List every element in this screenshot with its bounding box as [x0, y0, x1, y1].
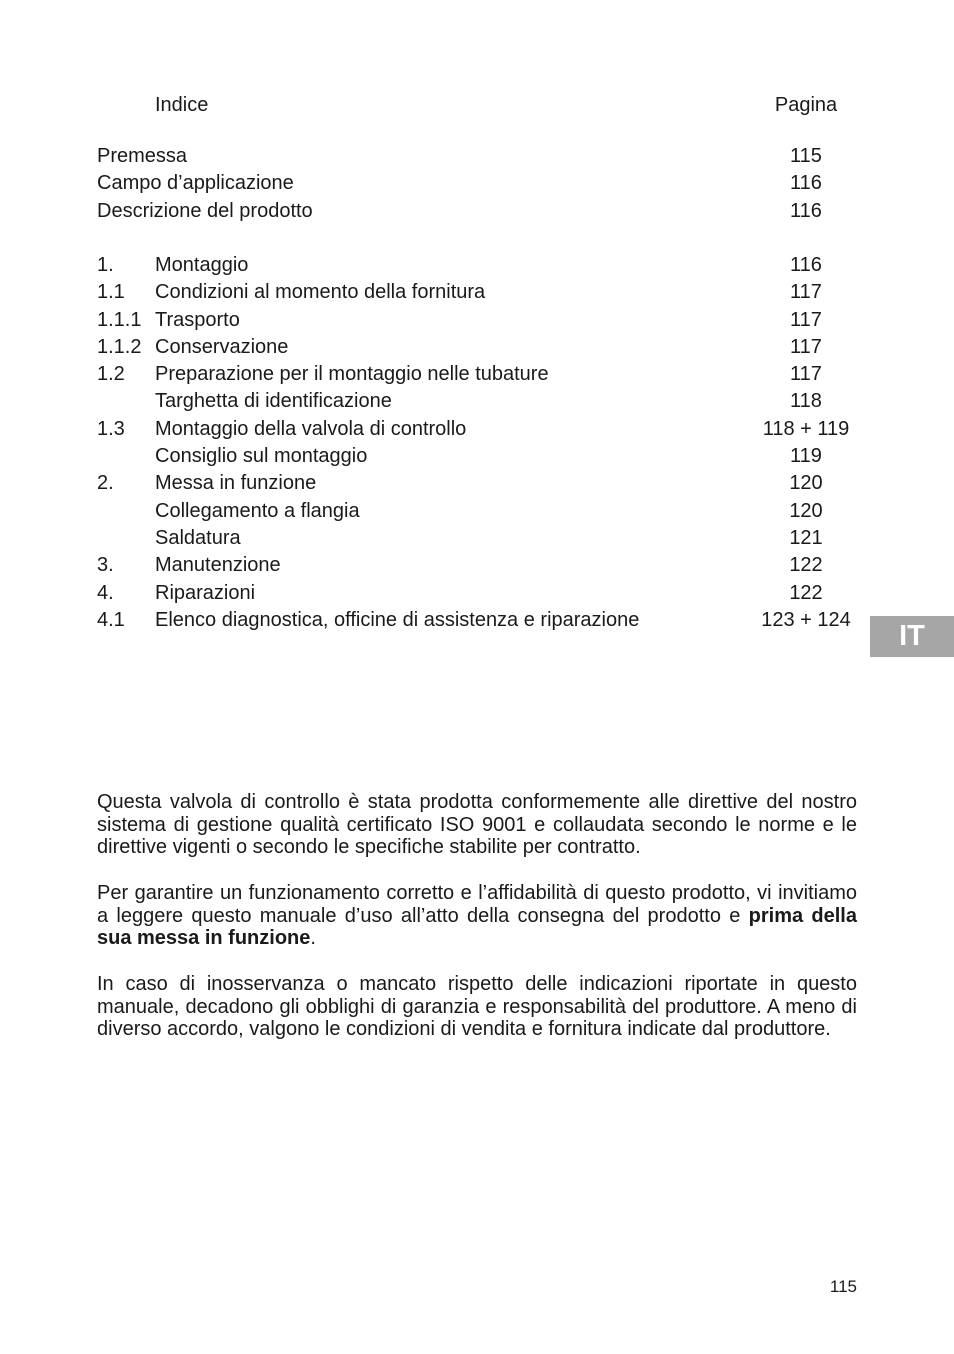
- toc-entry-page: 119: [790, 445, 822, 468]
- toc-entry-page: 118 + 119: [762, 417, 850, 440]
- toc-entry: [0, 252, 954, 279]
- toc-entry-title: Elenco diagnostica, officine di assistenza e riparazione: [155, 608, 640, 631]
- toc-entry-number: 1.: [97, 254, 114, 276]
- intro-paragraph-quality: Questa valvola di controllo è stata prodotta conformemente alle direttive del nostro sistema di gestione qualità certificato ISO 9001 e collaudata secondo le norme e le direttive vigenti o secondo le specifiche stabilite per contratto.: [97, 791, 857, 859]
- toc-entry-number: 1.2: [97, 363, 125, 386]
- toc-entry: [0, 279, 954, 306]
- toc-entry-title: Condizioni al momento della fornitura: [155, 281, 486, 304]
- toc-entry-title: Descrizione del prodotto: [97, 199, 313, 222]
- toc-entry-title: Riparazioni: [155, 581, 256, 604]
- toc-entry-page: 117: [790, 308, 822, 331]
- toc-entry-title: Premessa: [97, 145, 188, 167]
- toc-entry: [0, 334, 954, 361]
- toc-entry-title: Preparazione per il montaggio nelle tubature: [155, 363, 549, 386]
- toc-entry-page: 118: [790, 390, 822, 413]
- paragraph-emphasis: prima della sua messa in funzione: [97, 904, 857, 950]
- toc-entry-page: 120: [789, 472, 823, 495]
- toc-entry-page: 120: [789, 499, 823, 522]
- toc-entry-premessa: [0, 143, 954, 170]
- toc-entry-page: 117: [790, 281, 822, 304]
- toc-entry: [0, 607, 954, 634]
- paragraph-text: Per garantire un funzionamento corretto e l’affidabilità di questo prodotto, vi invitiamo a leggere questo manuale d’uso all’atto della consegna del prodotto e: [97, 882, 857, 927]
- toc-main-list: [0, 252, 954, 634]
- toc-entry-page: 122: [789, 554, 823, 577]
- toc-entry-page: 117: [790, 335, 822, 358]
- toc-entry-title: Trasporto: [155, 308, 240, 331]
- toc-entry-title: Targhetta di identificazione: [155, 390, 392, 413]
- toc-entry-page: 117: [790, 363, 822, 386]
- toc-entry-title: Saldatura: [155, 526, 241, 549]
- page-number: 115: [829, 1277, 857, 1296]
- intro-paragraph-read-manual: [97, 882, 857, 950]
- toc-entry: [0, 388, 954, 415]
- language-tab: IT: [870, 616, 954, 657]
- toc-entry-title: Messa in funzione: [155, 472, 317, 495]
- toc-entry-title: Manutenzione: [155, 554, 281, 577]
- toc-entry-page: 122: [789, 581, 823, 604]
- toc-page-heading: Pagina: [774, 94, 838, 116]
- toc-entry-page: 123 + 124: [761, 608, 851, 631]
- toc-entry-campo: [0, 170, 954, 197]
- toc-entry-page: 121: [789, 526, 823, 549]
- toc-entry: [0, 361, 954, 388]
- toc-entry-page: 116: [790, 172, 822, 195]
- toc-entry-page: 115: [790, 145, 822, 167]
- intro-paragraph-warranty: In caso di inosservanza o mancato rispetto delle indicazioni riportate in questo manuale, decadono gli obblighi di garanzia e responsabilità del produttore. A meno di diverso accordo, valgono le condizioni di vendita e fornitura indicate dal produttore.: [97, 973, 857, 1041]
- toc-entry-descrizione: [0, 198, 954, 225]
- toc-entry-title: Consiglio sul montaggio: [155, 445, 368, 468]
- toc-entry: [0, 307, 954, 334]
- toc-header: [0, 94, 954, 120]
- paragraph-text-end: .: [310, 927, 316, 950]
- toc-entry-page: 116: [790, 254, 822, 276]
- toc-entry-page: 116: [790, 199, 822, 222]
- toc-entry: [0, 470, 954, 497]
- toc-entry-title: Conservazione: [155, 335, 289, 358]
- toc-entry-title: Collegamento a flangia: [155, 499, 360, 522]
- toc-entry-title: Montaggio della valvola di controllo: [155, 417, 467, 440]
- toc-entry: [0, 416, 954, 443]
- toc-intro-list: [0, 143, 954, 225]
- toc-entry: [0, 580, 954, 607]
- toc-entry: [0, 552, 954, 579]
- toc-entry-number: 4.1: [97, 608, 125, 631]
- toc-index-heading: Indice: [155, 94, 209, 116]
- toc-entry-number: 4.: [97, 581, 114, 604]
- toc-entry-number: 2.: [97, 472, 114, 495]
- toc-entry-title: Montaggio: [155, 254, 249, 276]
- toc-entry: [0, 525, 954, 552]
- toc-entry-number: 1.3: [97, 417, 125, 440]
- toc-entry-title: Campo d’applicazione: [97, 172, 294, 195]
- toc-entry-number: 1.1.2: [97, 335, 142, 358]
- toc-entry-number: 3.: [97, 554, 114, 577]
- toc-entry: [0, 498, 954, 525]
- toc-entry-number: 1.1: [97, 281, 125, 304]
- toc-entry-number: 1.1.1: [97, 308, 142, 331]
- toc-entry: [0, 443, 954, 470]
